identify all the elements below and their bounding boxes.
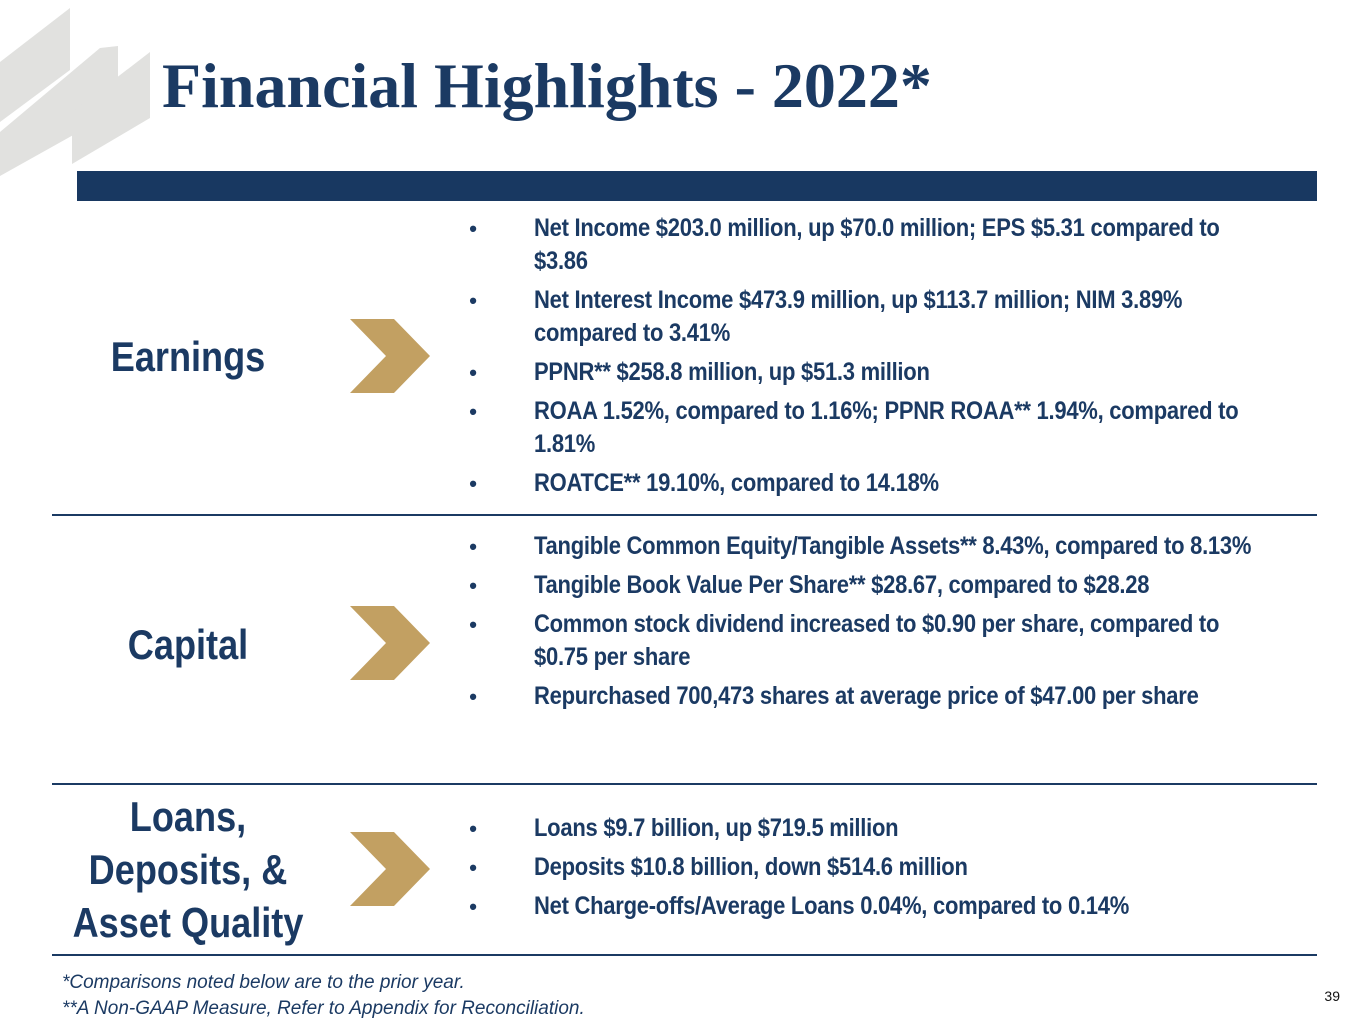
section-divider bbox=[52, 783, 1317, 785]
bullet-dot-icon: • bbox=[469, 534, 477, 559]
bullet-dot-icon: • bbox=[469, 216, 477, 241]
bullet-item: • Common stock dividend increased to $0.90 per share, compared to $0.75 per share bbox=[466, 608, 1326, 674]
bullet-item: • Net Interest Income $473.9 million, up $113.7 million; NIM 3.89% compared to 3.41% bbox=[466, 284, 1326, 350]
section-label-line: Earnings bbox=[110, 333, 266, 380]
bullet-list-capital bbox=[466, 530, 1326, 719]
bullet-dot-icon: • bbox=[469, 573, 477, 598]
bullet-dot-icon: • bbox=[469, 399, 477, 424]
section-earnings bbox=[0, 212, 1365, 514]
section-label-loans bbox=[71, 790, 305, 949]
section-label-line: Loans, bbox=[129, 793, 247, 840]
bullet-item: • Net Charge-offs/Average Loans 0.04%, compared to 0.14% bbox=[466, 890, 1326, 923]
bullet-item: • PPNR** $258.8 million, up $51.3 million bbox=[466, 356, 1326, 389]
bullet-item: • ROAA 1.52%, compared to 1.16%; PPNR ROAA** 1.94%, compared to 1.81% bbox=[466, 395, 1326, 461]
bullet-item: • Net Income $203.0 million, up $70.0 million; EPS $5.31 compared to $3.86 bbox=[466, 212, 1326, 278]
section-label-line: Asset Quality bbox=[72, 899, 304, 946]
section-divider bbox=[52, 954, 1317, 956]
bullet-item: • Loans $9.7 billion, up $719.5 million bbox=[466, 812, 1326, 845]
bullet-list-earnings bbox=[466, 212, 1326, 506]
section-label-capital bbox=[71, 618, 305, 671]
chevron-right-icon bbox=[350, 832, 430, 906]
footnote: **A Non-GAAP Measure, Refer to Appendix for Reconciliation. bbox=[62, 998, 585, 1019]
logo-stripes bbox=[0, 0, 160, 180]
bullet-item: • Tangible Book Value Per Share** $28.67, compared to $28.28 bbox=[466, 569, 1326, 602]
bullet-dot-icon: • bbox=[469, 360, 477, 385]
bullet-item: • Tangible Common Equity/Tangible Assets** 8.43%, compared to 8.13% bbox=[466, 530, 1326, 563]
bullet-item: • Repurchased 700,473 shares at average price of $47.00 per share bbox=[466, 680, 1326, 713]
section-capital bbox=[0, 530, 1365, 782]
section-label-earnings bbox=[71, 330, 305, 383]
footnote: *Comparisons noted below are to the prior year. bbox=[62, 972, 465, 993]
bullet-dot-icon: • bbox=[469, 471, 477, 496]
bullet-dot-icon: • bbox=[469, 288, 477, 313]
bullet-item: • Deposits $10.8 billion, down $514.6 million bbox=[466, 851, 1326, 884]
chevron-right-icon bbox=[350, 606, 430, 680]
bullet-dot-icon: • bbox=[469, 855, 477, 880]
title-bar bbox=[77, 171, 1317, 201]
bullet-dot-icon: • bbox=[469, 816, 477, 841]
page-title: Financial Highlights - 2022* bbox=[162, 50, 932, 121]
section-loans bbox=[0, 793, 1365, 952]
page-number: 39 bbox=[1324, 988, 1340, 1004]
bullet-dot-icon: • bbox=[469, 684, 477, 709]
section-label-line: Deposits, & bbox=[88, 846, 288, 893]
bullet-dot-icon: • bbox=[469, 612, 477, 637]
bullet-dot-icon: • bbox=[469, 894, 477, 919]
bullet-item: • ROATCE** 19.10%, compared to 14.18% bbox=[466, 467, 1326, 500]
bullet-list-loans bbox=[466, 812, 1326, 929]
section-divider bbox=[52, 514, 1317, 516]
footnotes bbox=[62, 970, 585, 1022]
chevron-right-icon bbox=[350, 319, 430, 393]
section-label-line: Capital bbox=[127, 621, 249, 668]
